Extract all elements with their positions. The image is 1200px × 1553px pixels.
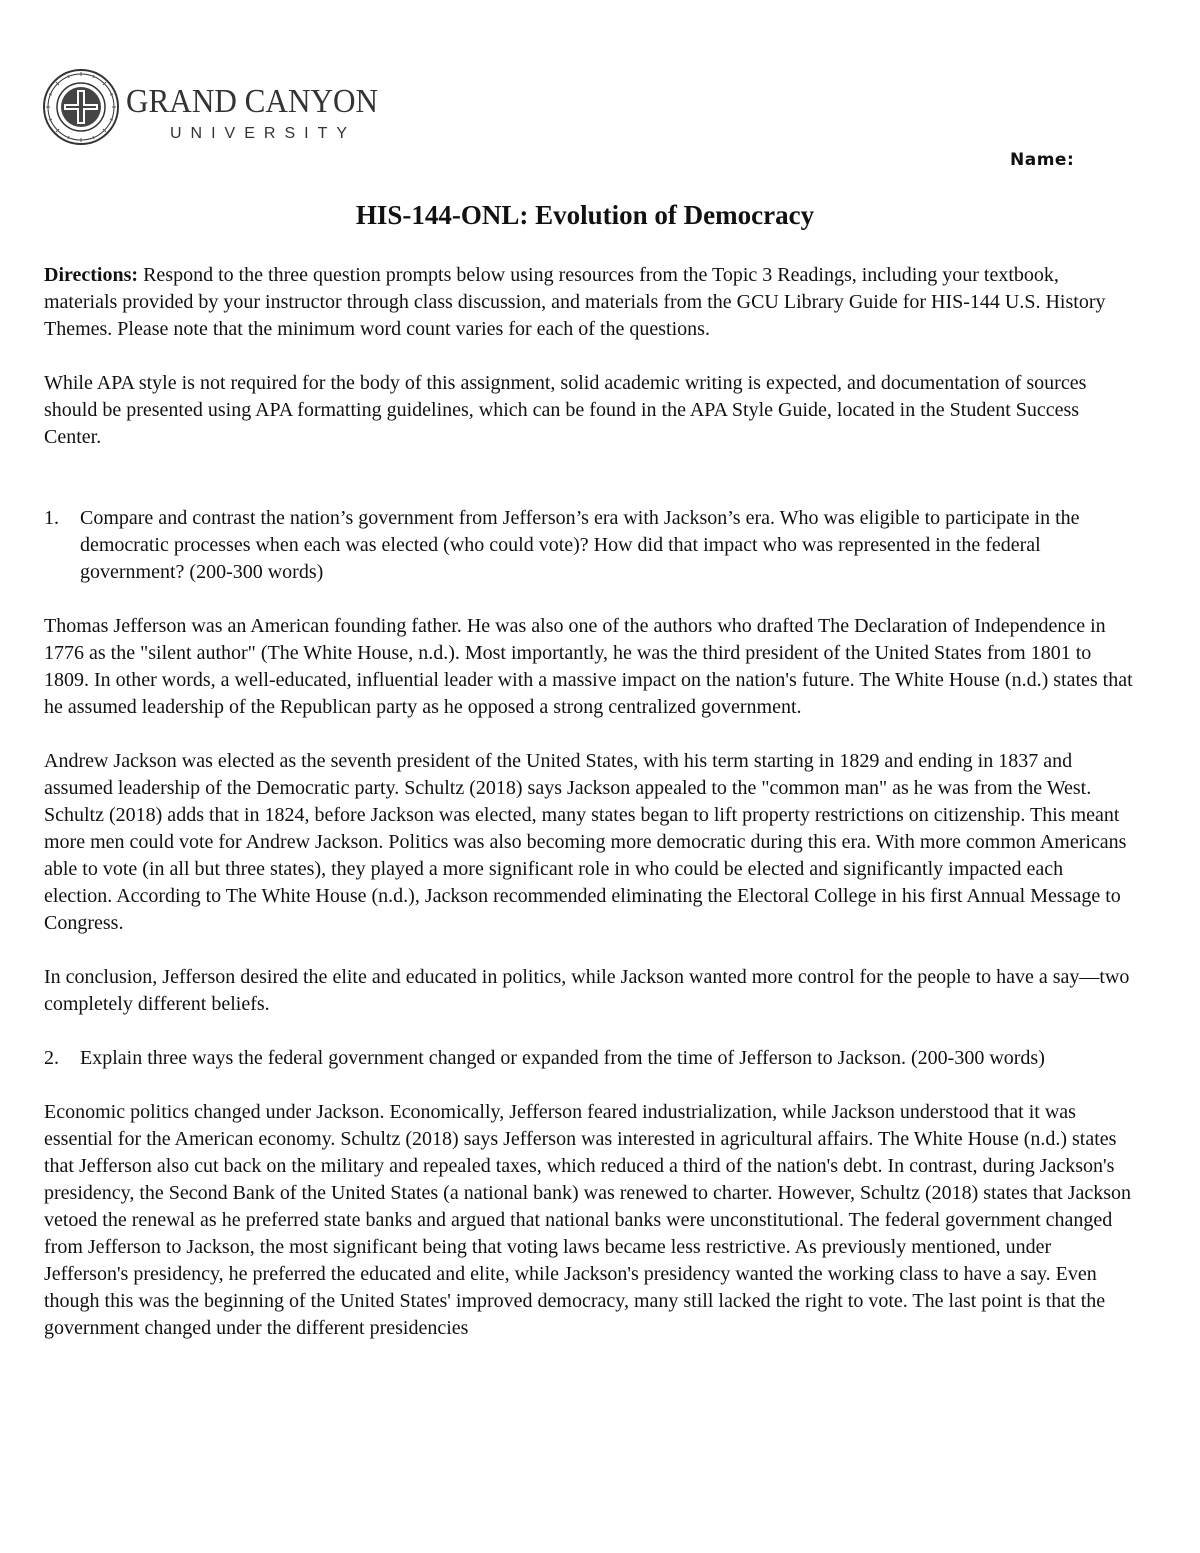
answer-paragraph: Thomas Jefferson was an American founding father. He was also one of the authors who drafted The Declaration of Independence in 1776 as the "silent author" (The White House, n.d.). Most importantly, he was the third president of the United States from 1801 to 1809. In other words, a well-educated, influential leader with a massive impact on the nation's future. The White House (n.d.) states that he assumed leadership of the Republican party as he opposed a strong centralized government. [44, 615, 1133, 718]
answer-paragraph: In conclusion, Jefferson desired the elite and educated in politics, while Jackson wanted more control for the people to have a say—two completely different beliefs. [44, 966, 1130, 1015]
answer-paragraph: Economic politics changed under Jackson. Economically, Jefferson feared industrialization, while Jackson understood that it was essential for the American economy. Schultz (2018) says Jefferson was interested in agricultural affairs. The White House (n.d.) states that Jefferson also cut back on the military and repealed taxes, which reduced a third of the nation's debt. In contrast, during Jackson's presidency, the Second Bank of the United States (a national bank) was renewed to charter. However, Schultz (2018) states that Jackson vetoed the renewal as he preferred state banks and argued that national banks were unconstitutional. The federal government changed from Jefferson to Jackson, the most significant being that voting laws became less restrictive. As previously mentioned, under Jefferson's presidency, he preferred the educated and elite, while Jackson's presidency wanted the working class to have a say. Even though this was the beginning of the United States' improved democracy, many still lacked the right to vote. The last point is that the government changed under the different presidencies [44, 1101, 1132, 1339]
university-wordmark [124, 70, 424, 146]
question-number: 1. [44, 507, 59, 529]
wordmark-line1: GRAND CANYON [126, 83, 378, 120]
directions-label: Directions: [44, 264, 139, 286]
university-logo [42, 68, 402, 150]
document-title: HIS-144-ONL: Evolution of Democracy [355, 200, 815, 230]
answer-paragraph: Andrew Jackson was elected as the seventh president of the United States, with his term starting in 1829 and ending in 1837 and assumed leadership of the Democratic party. Schultz (2018) says Jackson appealed to the "common man" as he was from the West. Schultz (2018) adds that in 1824, before Jackson was elected, many states began to lift property restrictions on citizenship. This meant more men could vote for Andrew Jackson. Politics was also becoming more democratic during this era. With more common Americans able to vote (in all but three states), they played a more significant role in who could be elected and significantly impacted each election. According to The White House (n.d.), Jackson recommended eliminating the Electoral College in his first Annual Message to Congress. [44, 750, 1127, 934]
question-number: 2. [44, 1047, 59, 1069]
wordmark-line2: UNIVERSITY [170, 125, 357, 142]
directions-text: Respond to the three question prompts below using resources from the Topic 3 Readings, including your textbook, materials provided by your instructor through class discussion, and materials from the GCU Library Guide for HIS-144 U.S. History Themes. Please note that the minimum word count varies for each of the questions. [44, 264, 1106, 340]
question-prompt: Compare and contrast the nation’s government from Jefferson’s era with Jackson’s era. Who was eligible to participate in the democratic processes when each was elected (who could vote)? How did that impact who was represented in the federal government? (200-300 words) [80, 507, 1080, 583]
question-1 [44, 505, 1134, 586]
question-prompt: Explain three ways the federal government changed or expanded from the time of Jefferson to Jackson. (200-300 words) [80, 1047, 1045, 1069]
document-body [44, 262, 1134, 1369]
university-seal-icon [42, 68, 120, 146]
apa-note-paragraph: While APA style is not required for the body of this assignment, solid academic writing is expected, and documentation of sources should be presented using APA formatting guidelines, which can be found in the APA Style Guide, located in the Student Success Center. [44, 372, 1087, 448]
name-label: Name: [1010, 150, 1075, 170]
directions-paragraph [44, 262, 1134, 343]
question-2 [44, 1045, 1134, 1072]
spacer [44, 478, 1134, 505]
